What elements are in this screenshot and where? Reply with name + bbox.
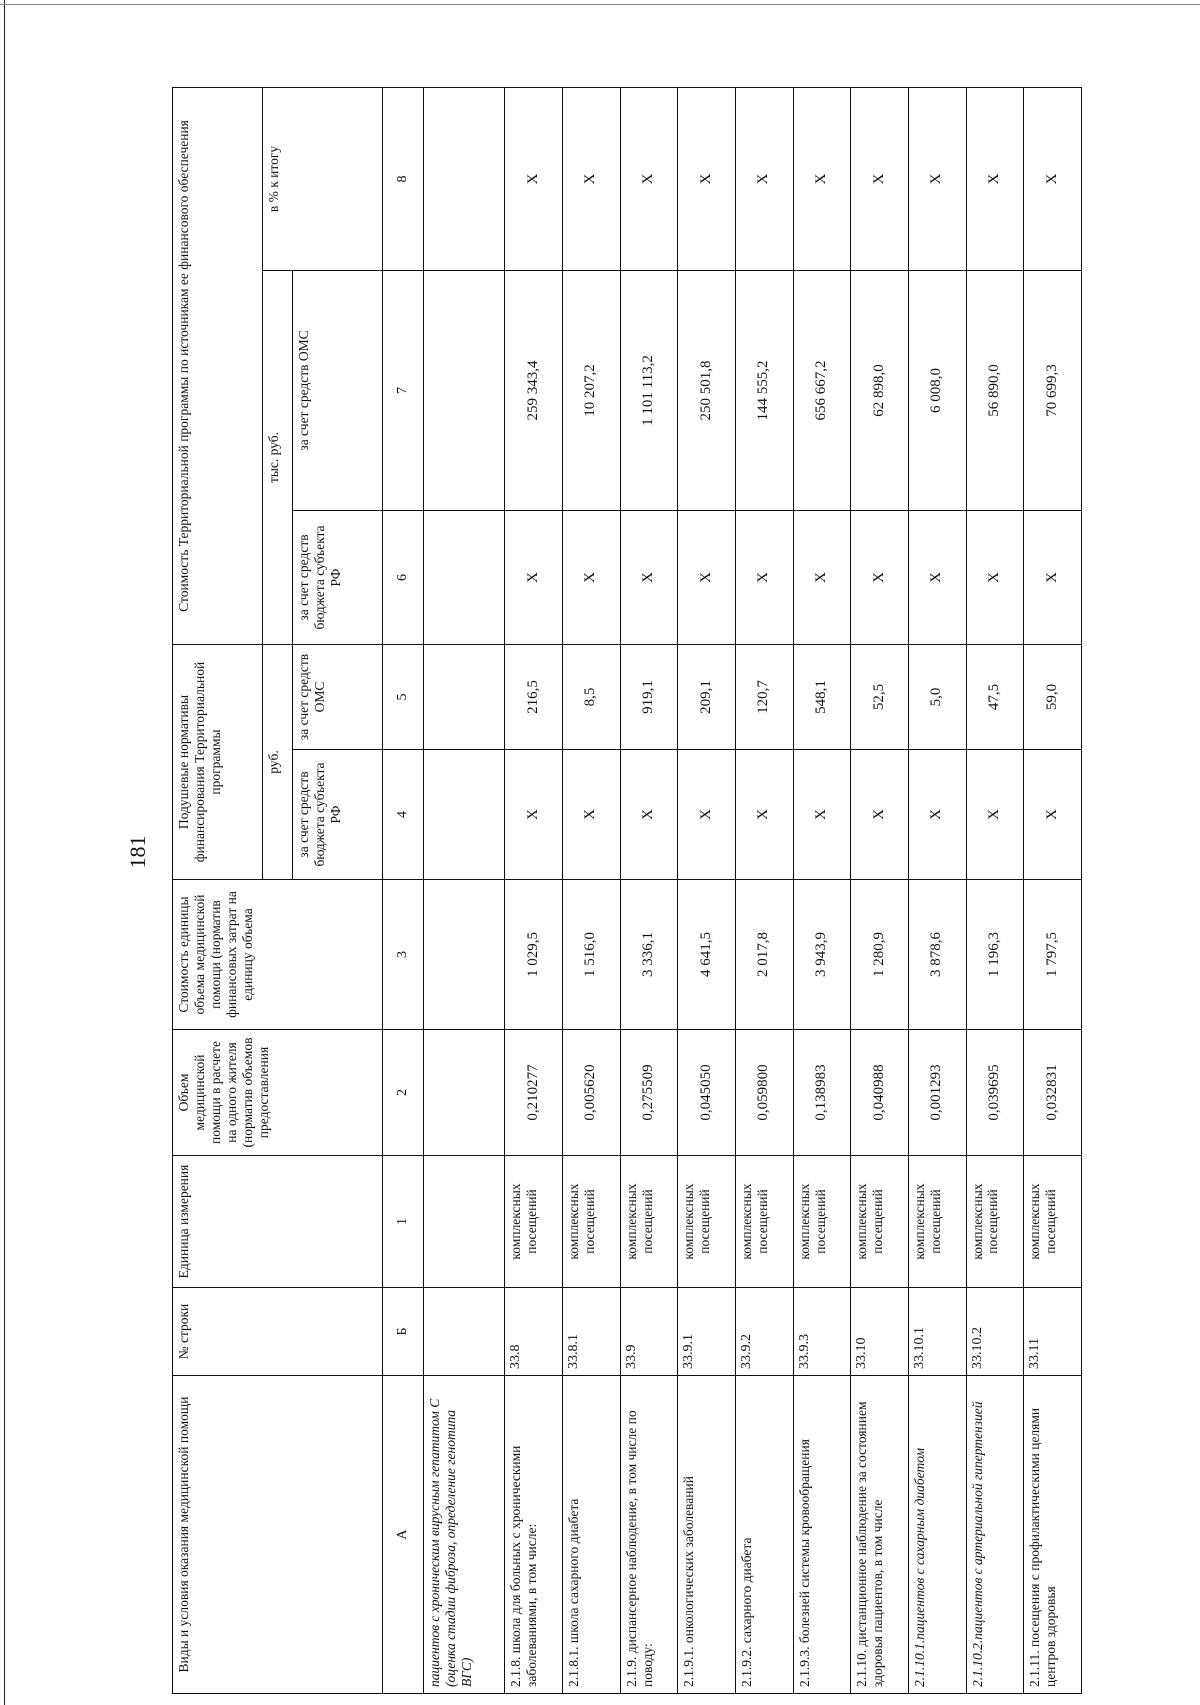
header-col-5: за счет средств ОМС: [293, 644, 383, 749]
row-unit-cost: 3 943,9: [793, 880, 851, 1030]
row-code: [424, 1288, 505, 1376]
row-name: 2.1.9.1. онкологических заболеваний: [678, 1376, 736, 1694]
row-unit-cost: 1 280,9: [851, 880, 909, 1030]
row-norm-budget: X: [793, 750, 851, 880]
row-unit: комплексных посещений: [966, 1156, 1024, 1288]
column-number: 8: [383, 87, 424, 270]
row-norm-oms: 52,5: [851, 644, 909, 749]
row-norm-oms: 919,1: [620, 644, 678, 749]
row-name: 2.1.9.3. болезней системы кровообращения: [793, 1376, 851, 1694]
row-name: 2.1.10.1.пациентов с сахарным диабетом: [908, 1376, 966, 1694]
row-name: 2.1.10.2.пациентов с артериальной гипертензией: [966, 1376, 1024, 1694]
row-unit: комплексных посещений: [735, 1156, 793, 1288]
row-volume: 0,045050: [678, 1030, 736, 1156]
table-row: [1024, 87, 1082, 1693]
table-row: [424, 87, 505, 1693]
row-unit: комплексных посещений: [678, 1156, 736, 1288]
rotated-table-container: [172, 88, 1082, 1694]
row-norm-oms: [424, 644, 505, 749]
row-percent: [424, 87, 505, 270]
row-norm-oms: 5,0: [908, 644, 966, 749]
row-unit-cost: 3 336,1: [620, 880, 678, 1030]
row-unit: [424, 1156, 505, 1288]
row-norm-oms: 209,1: [678, 644, 736, 749]
row-norm-oms: 59,0: [1024, 644, 1082, 749]
row-norm-budget: X: [505, 750, 563, 880]
row-unit: комплексных посещений: [620, 1156, 678, 1288]
row-cost-budget: X: [1024, 510, 1082, 644]
row-percent: X: [620, 87, 678, 270]
row-code: 33.8.1: [562, 1288, 620, 1376]
row-cost-oms: 250 501,8: [678, 270, 736, 510]
header-col-1: Единица измерения: [173, 1156, 383, 1288]
row-code: 33.9: [620, 1288, 678, 1376]
row-norm-oms: 8,5: [562, 644, 620, 749]
row-code: 33.9.3: [793, 1288, 851, 1376]
row-percent: X: [735, 87, 793, 270]
row-norm-budget: X: [851, 750, 909, 880]
page-number: 181: [125, 835, 150, 869]
row-code: 33.10.2: [966, 1288, 1024, 1376]
row-cost-oms: 62 898,0: [851, 270, 909, 510]
row-volume: 0,001293: [908, 1030, 966, 1156]
row-cost-budget: X: [678, 510, 736, 644]
column-number: 2: [383, 1030, 424, 1156]
row-norm-budget: X: [735, 750, 793, 880]
row-volume: 0,210277: [505, 1030, 563, 1156]
column-number: 1: [383, 1156, 424, 1288]
row-cost-oms: 144 555,2: [735, 270, 793, 510]
header-col-4: за счет средств бюджета субъекта РФ: [293, 750, 383, 880]
row-cost-budget: X: [620, 510, 678, 644]
table-row: [505, 87, 563, 1693]
row-cost-oms: 6 008,0: [908, 270, 966, 510]
row-volume: 0,005620: [562, 1030, 620, 1156]
scan-edge-top: [0, 4, 1200, 5]
row-name: 2.1.9. диспансерное наблюдение, в том числе по поводу:: [620, 1376, 678, 1694]
header-col-7: за счет средств ОМС: [293, 270, 383, 510]
row-volume: 0,138983: [793, 1030, 851, 1156]
header-col-b: № строки: [173, 1288, 383, 1376]
row-norm-budget: X: [678, 750, 736, 880]
row-cost-budget: X: [908, 510, 966, 644]
row-name: 2.1.9.2. сахарного диабета: [735, 1376, 793, 1694]
row-norm-oms: 47,5: [966, 644, 1024, 749]
row-norm-budget: X: [620, 750, 678, 880]
column-number: 7: [383, 270, 424, 510]
header-col-3: Стоимость единицы объема медицинской помощи (норматив финансовых затрат на единицу объема: [173, 880, 383, 1030]
header-group-cost: Стоимость Территориальной программы по источникам ее финансового обеспечения: [173, 87, 263, 644]
row-cost-budget: X: [562, 510, 620, 644]
row-unit: комплексных посещений: [908, 1156, 966, 1288]
row-volume: [424, 1030, 505, 1156]
scan-edge-left: [4, 0, 5, 1705]
row-percent: X: [908, 87, 966, 270]
row-name: пациентов с хроническим вирусным гепатитом С (оценка стадии фиброза, определение генотипа ВГС): [424, 1376, 505, 1694]
row-unit-cost: 3 878,6: [908, 880, 966, 1030]
row-unit-cost: 1 029,5: [505, 880, 563, 1030]
column-number: А: [383, 1376, 424, 1694]
row-name: 2.1.10. дистанционное наблюдение за состоянием здоровья пациентов, в том числе: [851, 1376, 909, 1694]
row-cost-oms: 56 890,0: [966, 270, 1024, 510]
row-unit-cost: 4 641,5: [678, 880, 736, 1030]
row-percent: X: [562, 87, 620, 270]
column-number: 4: [383, 750, 424, 880]
table-row: [966, 87, 1024, 1693]
row-cost-oms: [424, 270, 505, 510]
row-cost-budget: X: [505, 510, 563, 644]
row-cost-budget: X: [851, 510, 909, 644]
row-volume: 0,040988: [851, 1030, 909, 1156]
row-unit-cost: [424, 880, 505, 1030]
row-unit: комплексных посещений: [793, 1156, 851, 1288]
row-code: 33.8: [505, 1288, 563, 1376]
row-cost-budget: [424, 510, 505, 644]
row-norm-oms: 120,7: [735, 644, 793, 749]
row-unit: комплексных посещений: [851, 1156, 909, 1288]
header-col-6: за счет средств бюджета субъекта РФ: [293, 510, 383, 644]
row-code: 33.9.1: [678, 1288, 736, 1376]
row-percent: X: [505, 87, 563, 270]
table-row: [851, 87, 909, 1693]
row-percent: X: [793, 87, 851, 270]
row-norm-budget: X: [1024, 750, 1082, 880]
row-volume: 0,059800: [735, 1030, 793, 1156]
row-unit: комплексных посещений: [1024, 1156, 1082, 1288]
table-row: [562, 87, 620, 1693]
row-name: 2.1.8.1. школа сахарного диабета: [562, 1376, 620, 1694]
row-cost-budget: X: [793, 510, 851, 644]
row-volume: 0,039695: [966, 1030, 1024, 1156]
row-cost-oms: 10 207,2: [562, 270, 620, 510]
row-percent: X: [966, 87, 1024, 270]
row-unit-cost: 1 797,5: [1024, 880, 1082, 1030]
row-unit-cost: 2 017,8: [735, 880, 793, 1030]
row-unit-cost: 1 516,0: [562, 880, 620, 1030]
table-row: [793, 87, 851, 1693]
row-cost-budget: X: [735, 510, 793, 644]
column-number: Б: [383, 1288, 424, 1376]
table-row: [908, 87, 966, 1693]
column-number: 3: [383, 880, 424, 1030]
row-percent: X: [851, 87, 909, 270]
row-cost-oms: 70 699,3: [1024, 270, 1082, 510]
row-cost-oms: 1 101 113,2: [620, 270, 678, 510]
row-cost-budget: X: [966, 510, 1024, 644]
header-col-2: Объем медицинской помощи в расчете на одного жителя (норматив объемов предоставления: [173, 1030, 383, 1156]
row-code: 33.10.1: [908, 1288, 966, 1376]
column-number-row: [383, 87, 424, 1693]
row-unit: комплексных посещений: [562, 1156, 620, 1288]
row-unit: комплексных посещений: [505, 1156, 563, 1288]
row-volume: 0,275509: [620, 1030, 678, 1156]
header-norms-unit: руб.: [263, 644, 293, 879]
row-norm-budget: X: [562, 750, 620, 880]
row-code: 33.10: [851, 1288, 909, 1376]
row-percent: X: [678, 87, 736, 270]
row-norm-oms: 216,5: [505, 644, 563, 749]
row-code: 33.9.2: [735, 1288, 793, 1376]
table-row: [678, 87, 736, 1693]
row-name: 2.1.11. посещения с профилактическими целями центров здоровья: [1024, 1376, 1082, 1694]
row-norm-oms: 548,1: [793, 644, 851, 749]
row-cost-oms: 259 343,4: [505, 270, 563, 510]
row-norm-budget: X: [966, 750, 1024, 880]
table-row: [735, 87, 793, 1693]
row-percent: X: [1024, 87, 1082, 270]
column-number: 6: [383, 510, 424, 644]
row-volume: 0,032831: [1024, 1030, 1082, 1156]
column-number: 5: [383, 644, 424, 749]
header-col-a: Виды и условия оказания медицинской помощи: [173, 1376, 383, 1694]
table-row: [620, 87, 678, 1693]
row-norm-budget: X: [908, 750, 966, 880]
row-name: 2.1.8. школа для больных с хроническими заболеваниями, в том числе:: [505, 1376, 563, 1694]
row-code: 33.11: [1024, 1288, 1082, 1376]
row-cost-oms: 656 667,2: [793, 270, 851, 510]
row-norm-budget: [424, 750, 505, 880]
financing-table: [172, 87, 1082, 1694]
row-unit-cost: 1 196,3: [966, 880, 1024, 1030]
header-group-norms: Подушевые нормативы финансирования Территориальной программы: [173, 644, 263, 879]
header-cost-unit: тыс. руб.: [263, 270, 293, 644]
header-col-8: в % к итогу: [263, 87, 383, 270]
